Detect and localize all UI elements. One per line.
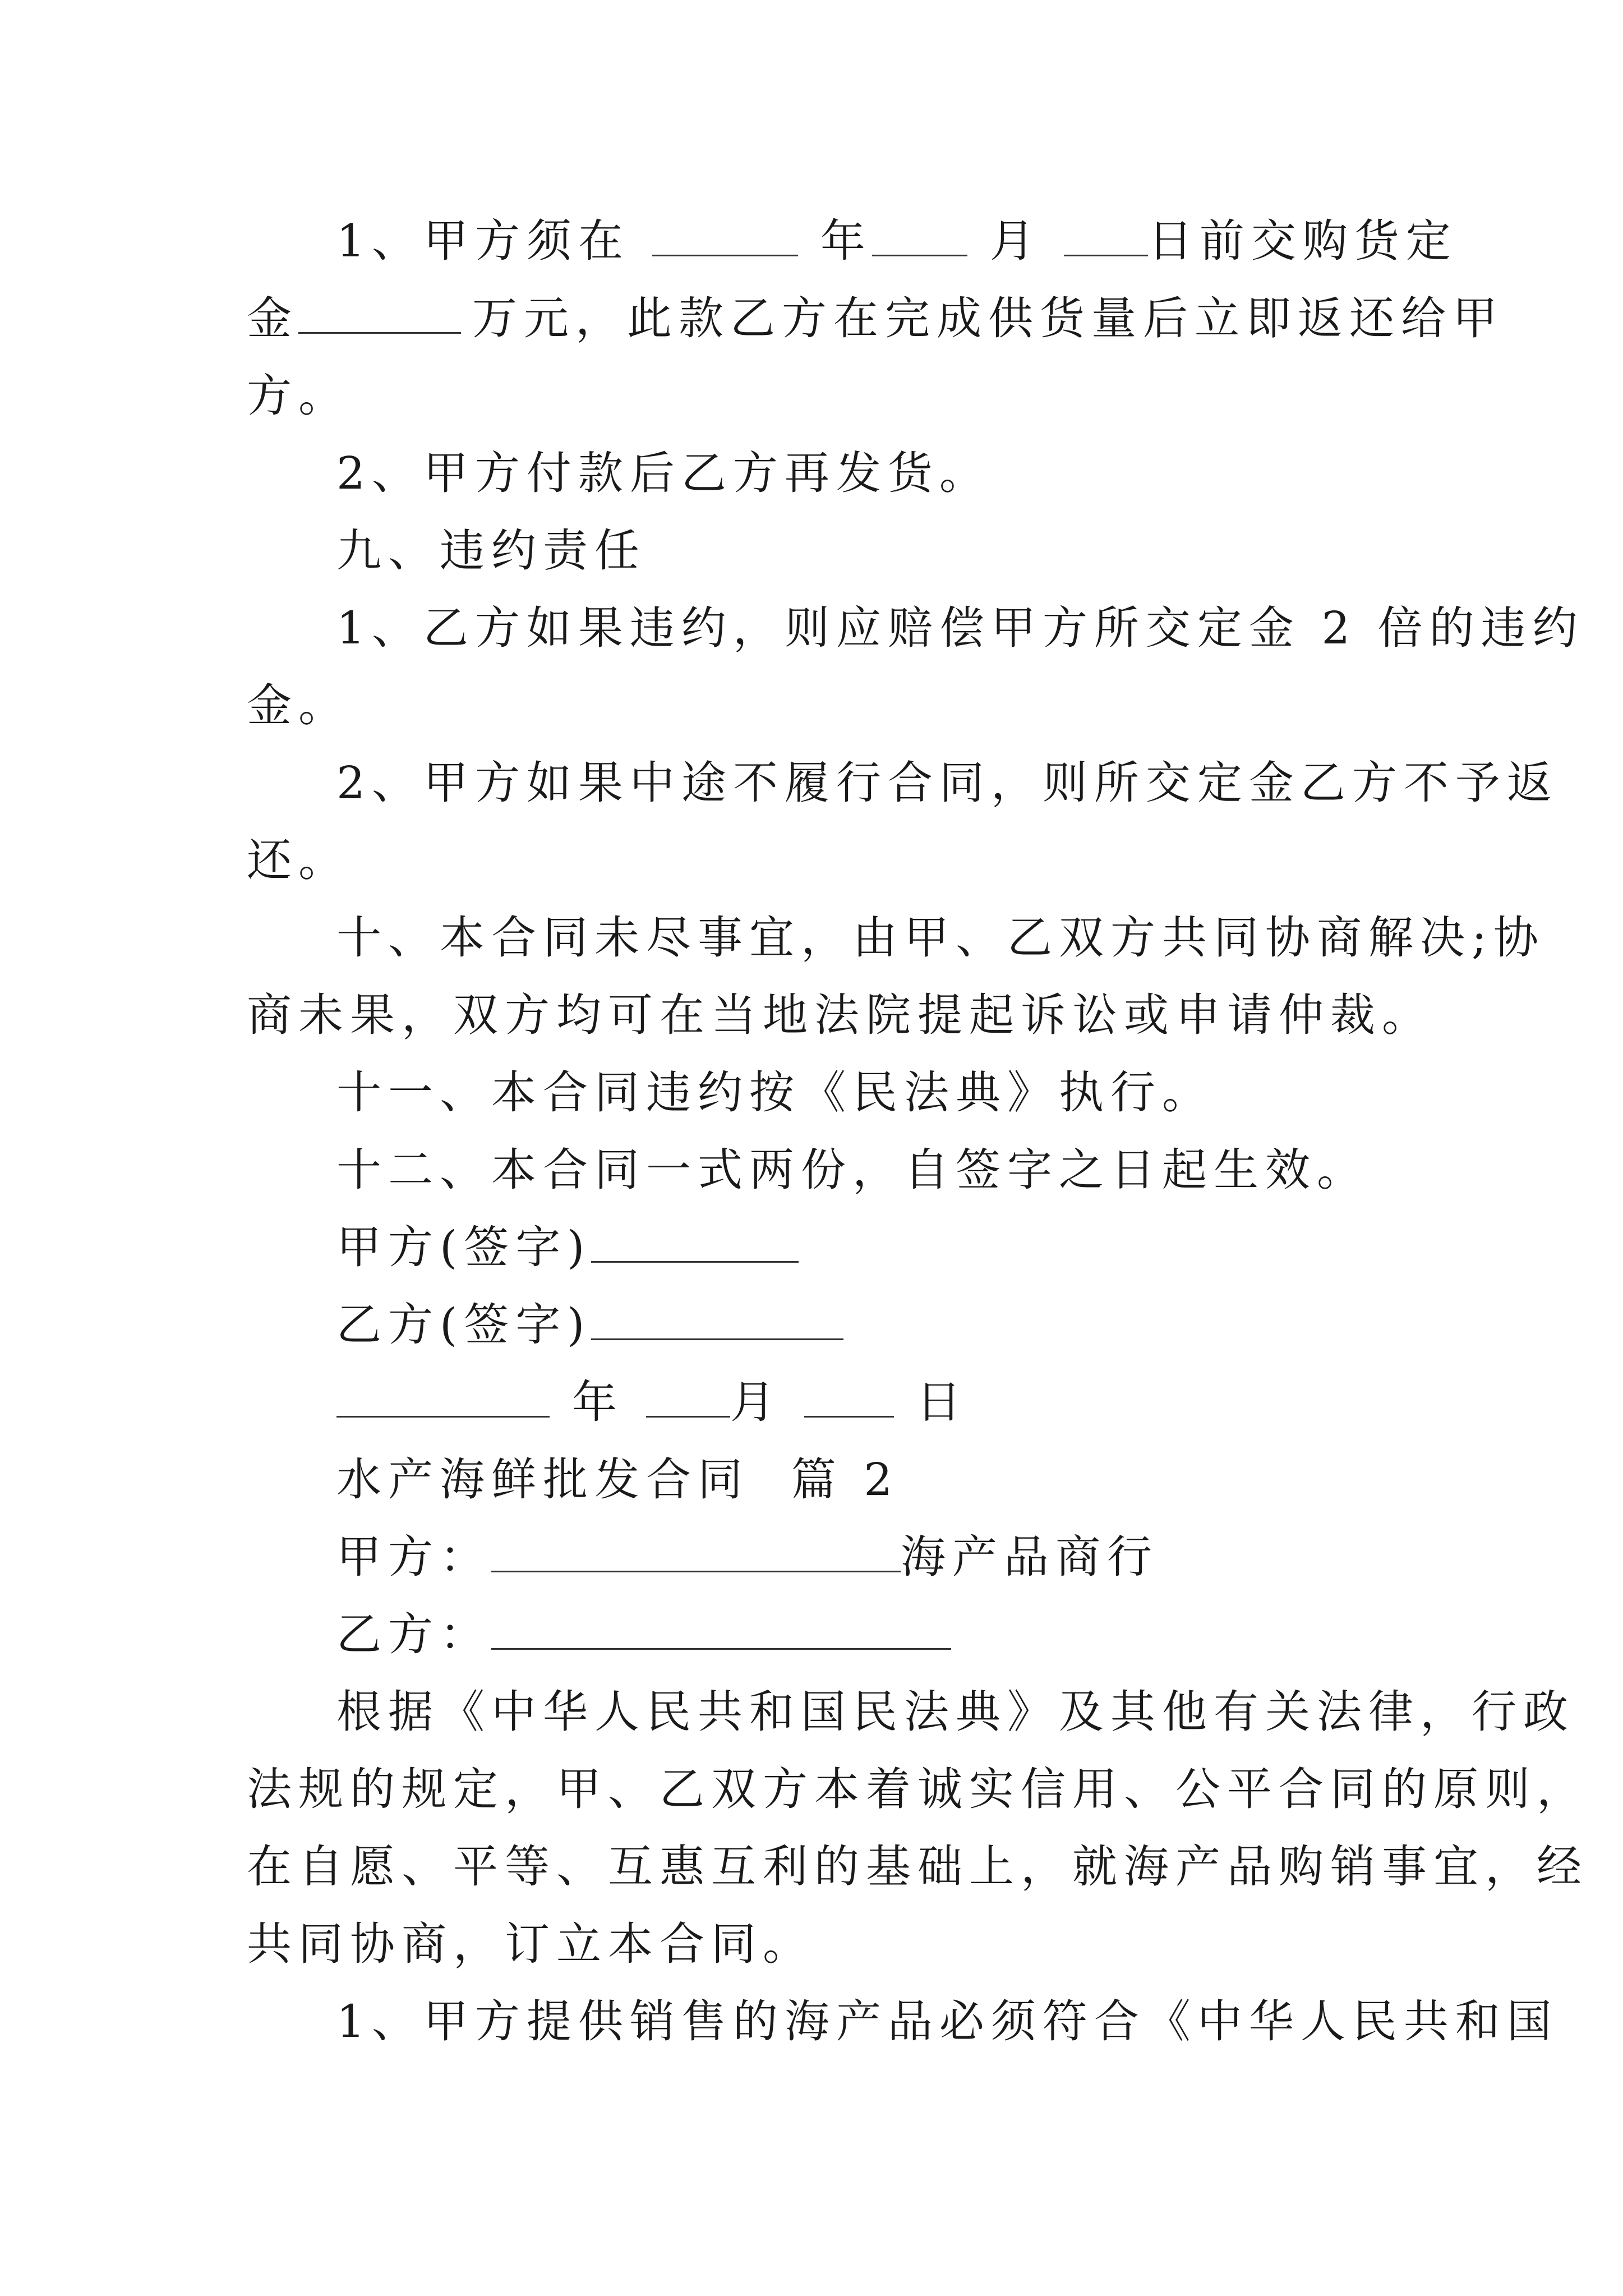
clause-text: 商未果，双方均可在当地法院提起诉讼或申请仲裁。 xyxy=(247,989,1433,1041)
clause-text: 十一、本合同违约按《民法典》执行。 xyxy=(336,1066,1214,1119)
clause-payment xyxy=(336,445,1391,501)
signature-party-a xyxy=(336,1220,1391,1276)
breach-clause-2-line-1 xyxy=(336,755,1559,811)
signature-label: 乙方(签字) xyxy=(336,1299,592,1351)
item-1-line-1 xyxy=(336,1994,1559,2050)
intro-line-1 xyxy=(336,1684,1575,1740)
paragraph-text: 共同协商，订立本合同。 xyxy=(247,1918,814,1970)
blank-day xyxy=(1064,217,1148,256)
party-label: 甲方： xyxy=(336,1531,491,1583)
clause-text: 2、甲方付款后乙方再发货。 xyxy=(336,447,991,499)
clause-text: 万元，此款乙方在完成供货量后立即返还给甲 xyxy=(472,292,1504,344)
signature-label: 甲方(签字) xyxy=(336,1221,592,1273)
blank-year xyxy=(652,217,798,256)
clause-text: 1、甲方提供销售的海产品必须符合《中华人民共和国 xyxy=(336,1995,1559,2047)
blank-signature-b xyxy=(591,1300,843,1340)
clause-text: 还。 xyxy=(247,834,350,886)
clause-deposit-line-1 xyxy=(336,213,1458,269)
intro-line-3 xyxy=(247,1839,1588,1895)
clause-text: 1、乙方如果违约，则应赔偿甲方所交定金 2 倍的违约 xyxy=(336,602,1584,654)
blank-party-a xyxy=(491,1533,901,1572)
section-10-line-2 xyxy=(247,987,1433,1043)
paragraph-text: 法规的规定，甲、乙双方本着诚实信用、公平合同的原则， xyxy=(247,1763,1588,1815)
blank-month xyxy=(872,217,967,256)
section-12 xyxy=(336,1142,1391,1198)
party-name-suffix: 海产品商行 xyxy=(901,1531,1159,1583)
section-heading: 九、违约责任 xyxy=(336,524,646,577)
clause-text: 1、甲方须在 xyxy=(336,215,630,267)
section-heading-breach xyxy=(336,523,1391,579)
clause-text: 十二、本合同一式两份，自签字之日起生效。 xyxy=(336,1144,1368,1196)
month-label: 月 xyxy=(730,1376,782,1428)
clause-text: 十、本合同未尽事宜，由甲、乙双方共同协商解决;协 xyxy=(336,912,1545,964)
clause-text: 金 xyxy=(247,292,298,344)
paragraph-text: 在自愿、平等、互惠互利的基础上，就海产品购销事宜，经 xyxy=(247,1841,1588,1893)
blank-date-day xyxy=(804,1378,894,1418)
clause-text: 方。 xyxy=(247,370,350,422)
document-title: 水产海鲜批发合同 篇 2 xyxy=(336,1453,900,1506)
day-label: 日 xyxy=(916,1376,968,1428)
year-label: 年 xyxy=(572,1376,624,1428)
breach-clause-1-line-1 xyxy=(336,600,1584,656)
section-10-line-1 xyxy=(336,910,1545,966)
section-11 xyxy=(336,1065,1391,1121)
signature-party-b xyxy=(336,1297,1391,1353)
clause-text: 2、甲方如果中途不履行合同，则所交定金乙方不予返 xyxy=(336,757,1559,809)
intro-line-2 xyxy=(247,1761,1588,1818)
breach-clause-1-line-2 xyxy=(247,678,1391,734)
signature-date xyxy=(336,1374,1391,1430)
intro-line-4 xyxy=(247,1916,1391,1972)
party-b-line xyxy=(336,1607,1391,1663)
year-label: 年 xyxy=(820,215,872,267)
clause-text: 金。 xyxy=(247,679,350,731)
blank-party-b xyxy=(491,1610,951,1650)
clause-deposit-line-2 xyxy=(247,291,1504,347)
party-label: 乙方： xyxy=(336,1608,491,1660)
contract-title-2 xyxy=(336,1452,1391,1508)
blank-date-month xyxy=(646,1378,730,1418)
clause-deposit-line-3 xyxy=(247,368,1391,424)
paragraph-text: 根据《中华人民共和国民法典》及其他有关法律，行政 xyxy=(336,1686,1575,1738)
blank-date-year xyxy=(336,1378,550,1418)
blank-signature-a xyxy=(591,1223,799,1263)
month-label: 月 xyxy=(989,215,1041,267)
clause-text: 日前交购货定 xyxy=(1147,215,1458,267)
blank-amount xyxy=(298,294,461,334)
party-a-line xyxy=(336,1529,1391,1585)
breach-clause-2-line-2 xyxy=(247,832,1391,889)
